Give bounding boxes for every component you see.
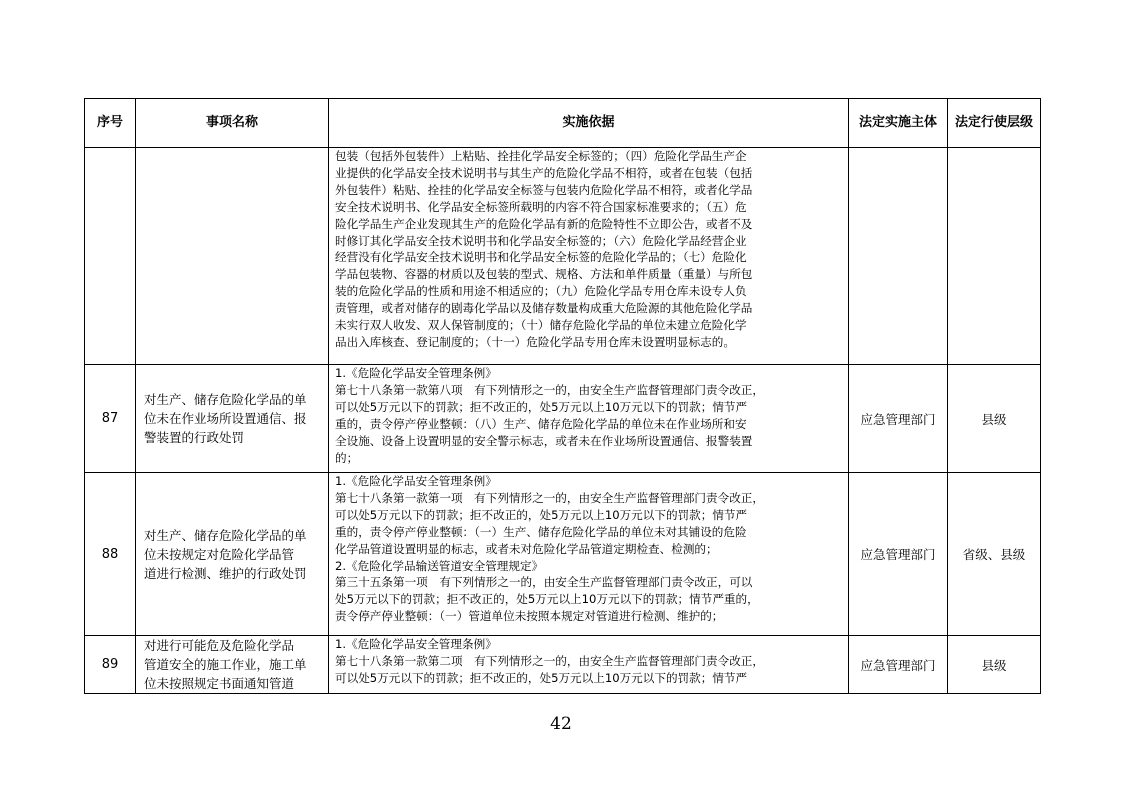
basis-line: 重的，责令停产停业整顿：（一）生产、储存危险化学品的单位未对其铺设的危险 xyxy=(335,524,747,539)
basis-line: 可以处5万元以下的罚款；拒不改正的，处5万元以上10万元以下的罚款；情节严 xyxy=(335,399,748,414)
basis-line: 第三十五条第一项 有下列情形之一的，由安全生产监督管理部门责令改正，可以 xyxy=(335,575,753,590)
basis-line: 可以处5万元以下的罚款；拒不改正的，处5万元以上10万元以下的罚款；情节严 xyxy=(335,670,748,685)
name-line: 警装置的行政处罚 xyxy=(144,430,245,445)
row-item-name xyxy=(136,636,329,694)
header-basis: 实施依据 xyxy=(329,99,849,148)
basis-line: 安全技术说明书、化学品安全标签所载明的内容不符合国家标准要求的；（五）危 xyxy=(335,199,747,214)
name-line: 对进行可能危及危险化学品 xyxy=(144,638,295,653)
header-subject: 法定实施主体 xyxy=(849,99,948,148)
basis-line: 经营没有化学品安全技术说明书和化学品安全标签的危险化学品的；（七）危险化 xyxy=(335,250,747,265)
row-number: 87 xyxy=(85,365,136,473)
row-number: 88 xyxy=(85,473,136,636)
basis-line: 险化学品生产企业发现其生产的危险化学品有新的危险特性不立即公告，或者不及 xyxy=(335,216,753,231)
row-subject: 应急管理部门 xyxy=(849,636,948,694)
row-number: 89 xyxy=(85,636,136,694)
header-name: 事项名称 xyxy=(136,99,329,148)
basis-line: 第七十八条第一款第八项 有下列情形之一的，由安全生产监督管理部门责令改正， xyxy=(335,382,764,397)
table-row xyxy=(85,365,1041,473)
row-item-name xyxy=(136,148,329,365)
row-basis xyxy=(329,365,849,473)
page-number: 42 xyxy=(550,714,572,734)
row-number xyxy=(85,148,136,365)
basis-line: 1.《危险化学品安全管理条例》 xyxy=(335,474,497,488)
basis-line: 可以处5万元以下的罚款；拒不改正的，处5万元以上10万元以下的罚款；情节严 xyxy=(335,507,748,522)
basis-line: 外包装件）粘贴、拴挂的化学品安全标签与包装内危险化学品不相符，或者化学品 xyxy=(335,182,753,197)
basis-line: 责令停产停业整顿：（一）管道单位未按照本规定对管道进行检测、维护的； xyxy=(335,609,724,624)
basis-line: 未实行双人收发、双人保管制度的；（十）储存危险化学品的单位未建立危险化学 xyxy=(335,318,747,333)
basis-line: 时修订其化学品安全技术说明书和化学品安全标签的；（六）危险化学品经营企业 xyxy=(335,233,747,248)
basis-line: 业提供的化学品安全技术说明书与其生产的危险化学品不相符，或者在包装（包括 xyxy=(335,165,753,180)
name-line: 对生产、储存危险化学品的单 xyxy=(144,527,307,543)
basis-line: 责管理，或者对储存的剧毒化学品以及储存数量构成重大危险源的其他危险化学品 xyxy=(335,301,753,316)
row-item-name xyxy=(136,473,329,636)
row-basis xyxy=(329,148,849,365)
basis-line: 装的危险化学品的性质和用途不相适应的；（九）危险化学品专用仓库未设专人负 xyxy=(335,284,747,299)
basis-line: 1.《危险化学品安全管理条例》 xyxy=(335,366,497,380)
row-item-name xyxy=(136,365,329,473)
name-line: 位未按规定对危险化学品管 xyxy=(144,546,295,562)
name-line: 位未按照规定书面通知管道 xyxy=(144,676,295,691)
name-line: 管道安全的施工作业，施工单 xyxy=(144,657,307,672)
row-basis xyxy=(329,636,849,694)
table-row xyxy=(85,636,1041,694)
name-line: 道进行检测、维护的行政处罚 xyxy=(144,565,307,581)
table-header-row xyxy=(85,99,1041,148)
row-level: 县级 xyxy=(948,636,1041,694)
basis-line: 第七十八条第一款第一项 有下列情形之一的，由安全生产监督管理部门责令改正， xyxy=(335,490,764,505)
row-subject: 应急管理部门 xyxy=(849,473,948,636)
basis-line: 学品包装物、容器的材质以及包装的型式、规格、方法和单件质量（重量）与所包 xyxy=(335,267,753,282)
regulation-table xyxy=(84,98,1041,694)
table-row xyxy=(85,148,1041,365)
basis-line: 化学品管道设置明显的标志，或者未对危险化学品管道定期检查、检测的； xyxy=(335,541,718,556)
basis-line: 全设施、设备上设置明显的安全警示标志，或者未在作业场所设置通信、报警装置 xyxy=(335,433,753,448)
row-subject xyxy=(849,148,948,365)
basis-line: 品出入库核查、登记制度的；（十一）危险化学品专用仓库未设置明显标志的。 xyxy=(335,334,735,349)
header-level: 法定行使层级 xyxy=(948,99,1041,148)
row-level xyxy=(948,148,1041,365)
row-level: 省级、县级 xyxy=(948,473,1041,636)
basis-line: 重的，责令停产停业整顿：（八）生产、储存危险化学品的单位未在作业场所和安 xyxy=(335,416,747,431)
name-line: 位未在作业场所设置通信、报 xyxy=(144,411,307,426)
row-level: 县级 xyxy=(948,365,1041,473)
table-row xyxy=(85,473,1041,636)
basis-line: 包装（包括外包装件）上粘贴、拴挂化学品安全标签的；（四）危险化学品生产企 xyxy=(335,149,747,163)
row-basis xyxy=(329,473,849,636)
basis-line: 第七十八条第一款第二项 有下列情形之一的，由安全生产监督管理部门责令改正， xyxy=(335,653,764,668)
basis-line: 2.《危险化学品输送管道安全管理规定》 xyxy=(335,558,544,573)
basis-line: 处5万元以下的罚款；拒不改正的，处5万元以上10万元以下的罚款；情节严重的， xyxy=(335,592,759,607)
header-seq: 序号 xyxy=(85,99,136,148)
basis-line: 的； xyxy=(335,450,359,465)
name-line: 对生产、储存危险化学品的单 xyxy=(144,392,307,407)
basis-line: 1.《危险化学品安全管理条例》 xyxy=(335,637,497,651)
row-subject: 应急管理部门 xyxy=(849,365,948,473)
